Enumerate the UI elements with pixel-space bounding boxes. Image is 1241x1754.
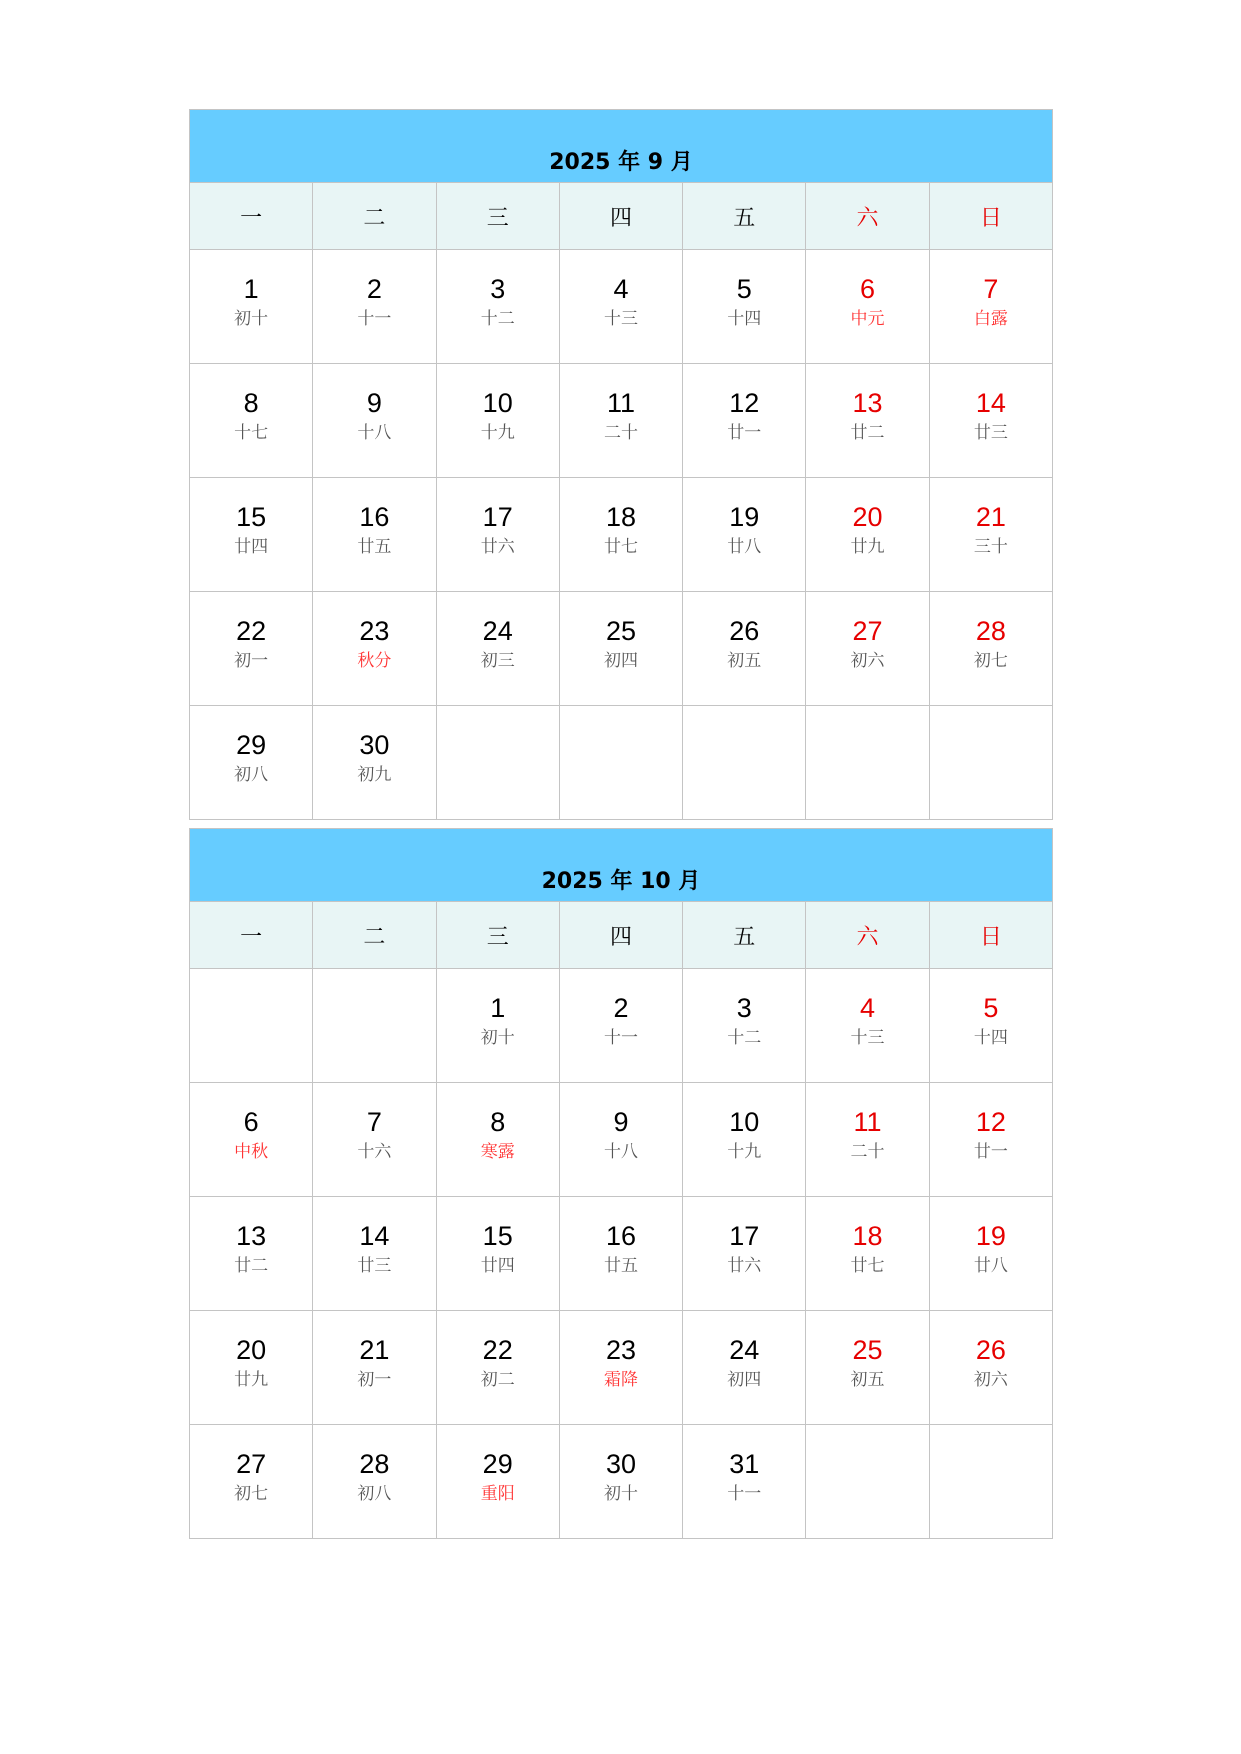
day-number: 29 <box>482 1449 513 1479</box>
day-cell <box>436 592 559 706</box>
day-cell <box>313 478 436 592</box>
day-cell <box>190 478 313 592</box>
day-number: 17 <box>729 1221 760 1251</box>
lunar-date: 廿六 <box>480 537 515 557</box>
empty-day-cell <box>806 1425 929 1539</box>
day-number: 12 <box>729 388 760 418</box>
day-cell <box>929 969 1052 1083</box>
day-cell <box>436 364 559 478</box>
lunar-date: 初六 <box>850 651 885 671</box>
weekday-label: 三 <box>436 902 559 969</box>
lunar-date: 初十 <box>603 1484 638 1504</box>
day-number: 26 <box>729 616 760 646</box>
day-number: 28 <box>359 1449 390 1479</box>
day-number: 9 <box>366 388 382 418</box>
lunar-date: 十八 <box>603 1142 638 1162</box>
lunar-date: 廿三 <box>357 1256 392 1276</box>
day-number: 22 <box>236 616 267 646</box>
day-number: 23 <box>605 1335 636 1365</box>
day-number: 28 <box>975 616 1006 646</box>
day-cell <box>436 1083 559 1197</box>
lunar-date: 廿二 <box>234 1256 269 1276</box>
day-cell <box>313 1425 436 1539</box>
day-cell <box>559 592 682 706</box>
day-number: 14 <box>359 1221 390 1251</box>
weekday-label: 三 <box>436 183 559 250</box>
day-number: 5 <box>983 993 999 1023</box>
day-cell <box>683 364 806 478</box>
day-cell <box>436 1311 559 1425</box>
lunar-date: 十八 <box>357 423 392 443</box>
day-cell <box>929 1083 1052 1197</box>
day-number: 13 <box>236 1221 267 1251</box>
lunar-date: 初七 <box>973 651 1008 671</box>
week-row <box>190 1083 1053 1197</box>
day-cell <box>806 1083 929 1197</box>
day-number: 24 <box>729 1335 760 1365</box>
day-cell <box>929 478 1052 592</box>
day-number: 20 <box>852 502 883 532</box>
weekday-label: 一 <box>190 902 313 969</box>
lunar-date: 廿二 <box>850 423 885 443</box>
day-cell <box>806 1311 929 1425</box>
day-cell <box>929 1311 1052 1425</box>
weekday-label: 四 <box>559 183 682 250</box>
day-number: 19 <box>729 502 760 532</box>
lunar-date: 三十 <box>973 537 1008 557</box>
day-number: 30 <box>605 1449 636 1479</box>
lunar-date: 廿一 <box>973 1142 1008 1162</box>
lunar-date: 十二 <box>480 309 515 329</box>
lunar-date: 十三 <box>603 309 638 329</box>
lunar-date: 初八 <box>234 765 269 785</box>
day-cell <box>683 1197 806 1311</box>
lunar-date: 廿八 <box>727 537 762 557</box>
day-number: 1 <box>490 993 506 1023</box>
calendar-september <box>189 109 1053 820</box>
festival-label: 中秋 <box>234 1142 269 1162</box>
day-cell <box>436 969 559 1083</box>
lunar-date: 二十 <box>603 423 638 443</box>
lunar-date: 初一 <box>357 1370 392 1390</box>
lunar-date: 十四 <box>973 1028 1008 1048</box>
day-cell <box>190 1425 313 1539</box>
day-cell <box>436 250 559 364</box>
day-number: 22 <box>482 1335 513 1365</box>
festival-label: 白露 <box>973 309 1008 329</box>
empty-day-cell <box>559 706 682 820</box>
day-cell <box>559 250 682 364</box>
festival-label: 寒露 <box>480 1142 515 1162</box>
day-cell <box>683 1425 806 1539</box>
week-row <box>190 1311 1053 1425</box>
lunar-date: 十九 <box>480 423 515 443</box>
day-cell <box>929 250 1052 364</box>
lunar-date: 廿七 <box>850 1256 885 1276</box>
weekday-label: 四 <box>559 902 682 969</box>
week-row <box>190 250 1053 364</box>
day-cell <box>559 1083 682 1197</box>
weekday-label: 日 <box>929 183 1052 250</box>
weekday-label: 一 <box>190 183 313 250</box>
lunar-date: 十三 <box>850 1028 885 1048</box>
lunar-date: 十六 <box>357 1142 392 1162</box>
day-number: 31 <box>729 1449 760 1479</box>
lunar-date: 廿九 <box>234 1370 269 1390</box>
day-number: 5 <box>736 274 752 304</box>
festival-label: 中元 <box>850 309 885 329</box>
day-number: 17 <box>482 502 513 532</box>
empty-day-cell <box>436 706 559 820</box>
lunar-date: 二十 <box>850 1142 885 1162</box>
lunar-date: 廿一 <box>727 423 762 443</box>
day-number: 29 <box>236 730 267 760</box>
empty-day-cell <box>313 969 436 1083</box>
day-number: 13 <box>852 388 883 418</box>
day-cell <box>806 250 929 364</box>
day-number: 2 <box>613 993 629 1023</box>
day-cell <box>929 592 1052 706</box>
week-row <box>190 364 1053 478</box>
day-number: 16 <box>605 1221 636 1251</box>
lunar-date: 初一 <box>234 651 269 671</box>
day-number: 4 <box>613 274 629 304</box>
empty-day-cell <box>929 1425 1052 1539</box>
day-cell <box>683 592 806 706</box>
festival-label: 秋分 <box>357 651 392 671</box>
day-cell <box>190 592 313 706</box>
day-cell <box>190 1311 313 1425</box>
day-number: 21 <box>975 502 1006 532</box>
day-cell <box>683 969 806 1083</box>
empty-day-cell <box>683 706 806 820</box>
day-cell <box>806 969 929 1083</box>
lunar-date: 十四 <box>727 309 762 329</box>
day-cell <box>559 1197 682 1311</box>
lunar-date: 十一 <box>727 1484 762 1504</box>
week-row <box>190 1197 1053 1311</box>
lunar-date: 初四 <box>603 651 638 671</box>
festival-label: 霜降 <box>603 1370 638 1390</box>
day-cell <box>190 1197 313 1311</box>
lunar-date: 廿九 <box>850 537 885 557</box>
day-cell <box>559 364 682 478</box>
day-cell <box>436 1197 559 1311</box>
day-number: 26 <box>975 1335 1006 1365</box>
day-cell <box>190 250 313 364</box>
empty-day-cell <box>806 706 929 820</box>
week-row <box>190 706 1053 820</box>
day-cell <box>313 1083 436 1197</box>
empty-day-cell <box>190 969 313 1083</box>
day-cell <box>806 1197 929 1311</box>
day-number: 10 <box>729 1107 760 1137</box>
day-number: 7 <box>983 274 999 304</box>
day-cell <box>559 1425 682 1539</box>
week-row <box>190 1425 1053 1539</box>
weekday-header <box>190 183 1053 250</box>
week-row <box>190 478 1053 592</box>
day-number: 2 <box>366 274 382 304</box>
day-cell <box>806 364 929 478</box>
day-number: 30 <box>359 730 390 760</box>
day-number: 15 <box>236 502 267 532</box>
lunar-date: 廿四 <box>480 1256 515 1276</box>
weekday-label: 日 <box>929 902 1052 969</box>
calendar-october <box>189 828 1053 1539</box>
day-cell <box>559 478 682 592</box>
lunar-date: 初五 <box>850 1370 885 1390</box>
day-number: 25 <box>852 1335 883 1365</box>
weekday-header <box>190 902 1053 969</box>
day-number: 14 <box>975 388 1006 418</box>
empty-day-cell <box>929 706 1052 820</box>
day-cell <box>683 1311 806 1425</box>
lunar-date: 初六 <box>973 1370 1008 1390</box>
weekday-label: 二 <box>313 902 436 969</box>
day-number: 6 <box>860 274 876 304</box>
day-cell <box>313 250 436 364</box>
lunar-date: 十一 <box>357 309 392 329</box>
lunar-date: 廿四 <box>234 537 269 557</box>
lunar-date: 初四 <box>727 1370 762 1390</box>
lunar-date: 十七 <box>234 423 269 443</box>
day-cell <box>313 1311 436 1425</box>
day-number: 9 <box>613 1107 629 1137</box>
lunar-date: 初七 <box>234 1484 269 1504</box>
day-number: 3 <box>736 993 752 1023</box>
day-number: 3 <box>490 274 506 304</box>
lunar-date: 十一 <box>603 1028 638 1048</box>
day-number: 18 <box>852 1221 883 1251</box>
day-number: 8 <box>490 1107 506 1137</box>
day-number: 23 <box>359 616 390 646</box>
day-number: 7 <box>366 1107 382 1137</box>
day-number: 15 <box>482 1221 513 1251</box>
day-number: 12 <box>975 1107 1006 1137</box>
lunar-date: 廿五 <box>357 537 392 557</box>
lunar-date: 初五 <box>727 651 762 671</box>
day-number: 8 <box>243 388 259 418</box>
day-cell <box>559 1311 682 1425</box>
day-number: 27 <box>236 1449 267 1479</box>
day-cell <box>929 1197 1052 1311</box>
day-number: 6 <box>243 1107 259 1137</box>
day-cell <box>929 364 1052 478</box>
day-cell <box>683 1083 806 1197</box>
day-cell <box>190 364 313 478</box>
day-number: 10 <box>482 388 513 418</box>
day-cell <box>313 592 436 706</box>
lunar-date: 初十 <box>234 309 269 329</box>
day-number: 11 <box>853 1107 882 1137</box>
weekday-label: 六 <box>806 183 929 250</box>
day-number: 4 <box>860 993 876 1023</box>
lunar-date: 十二 <box>727 1028 762 1048</box>
month-title: 2025 年 9 月 <box>190 110 1053 183</box>
day-cell <box>190 706 313 820</box>
weekday-label: 二 <box>313 183 436 250</box>
day-cell <box>190 1083 313 1197</box>
lunar-date: 初三 <box>480 651 515 671</box>
weekday-label: 五 <box>683 902 806 969</box>
lunar-date: 初八 <box>357 1484 392 1504</box>
weekday-label: 五 <box>683 183 806 250</box>
day-number: 24 <box>482 616 513 646</box>
day-number: 25 <box>605 616 636 646</box>
lunar-date: 十九 <box>727 1142 762 1162</box>
festival-label: 重阳 <box>480 1484 515 1504</box>
day-cell <box>313 364 436 478</box>
day-number: 18 <box>605 502 636 532</box>
day-number: 21 <box>359 1335 390 1365</box>
day-cell <box>313 1197 436 1311</box>
lunar-date: 初十 <box>480 1028 515 1048</box>
lunar-date: 廿七 <box>603 537 638 557</box>
day-number: 27 <box>852 616 883 646</box>
day-cell <box>559 969 682 1083</box>
lunar-date: 廿八 <box>973 1256 1008 1276</box>
day-number: 16 <box>359 502 390 532</box>
month-title: 2025 年 10 月 <box>190 829 1053 902</box>
day-number: 20 <box>236 1335 267 1365</box>
day-cell <box>683 250 806 364</box>
day-cell <box>436 478 559 592</box>
weekday-label: 六 <box>806 902 929 969</box>
day-cell <box>806 592 929 706</box>
week-row <box>190 592 1053 706</box>
lunar-date: 初九 <box>357 765 392 785</box>
day-cell <box>313 706 436 820</box>
day-cell <box>683 478 806 592</box>
day-cell <box>436 1425 559 1539</box>
day-number: 19 <box>975 1221 1006 1251</box>
day-number: 11 <box>606 388 635 418</box>
day-number: 1 <box>243 274 259 304</box>
lunar-date: 廿三 <box>973 423 1008 443</box>
lunar-date: 廿六 <box>727 1256 762 1276</box>
lunar-date: 廿五 <box>603 1256 638 1276</box>
lunar-date: 初二 <box>480 1370 515 1390</box>
week-row <box>190 969 1053 1083</box>
day-cell <box>806 478 929 592</box>
